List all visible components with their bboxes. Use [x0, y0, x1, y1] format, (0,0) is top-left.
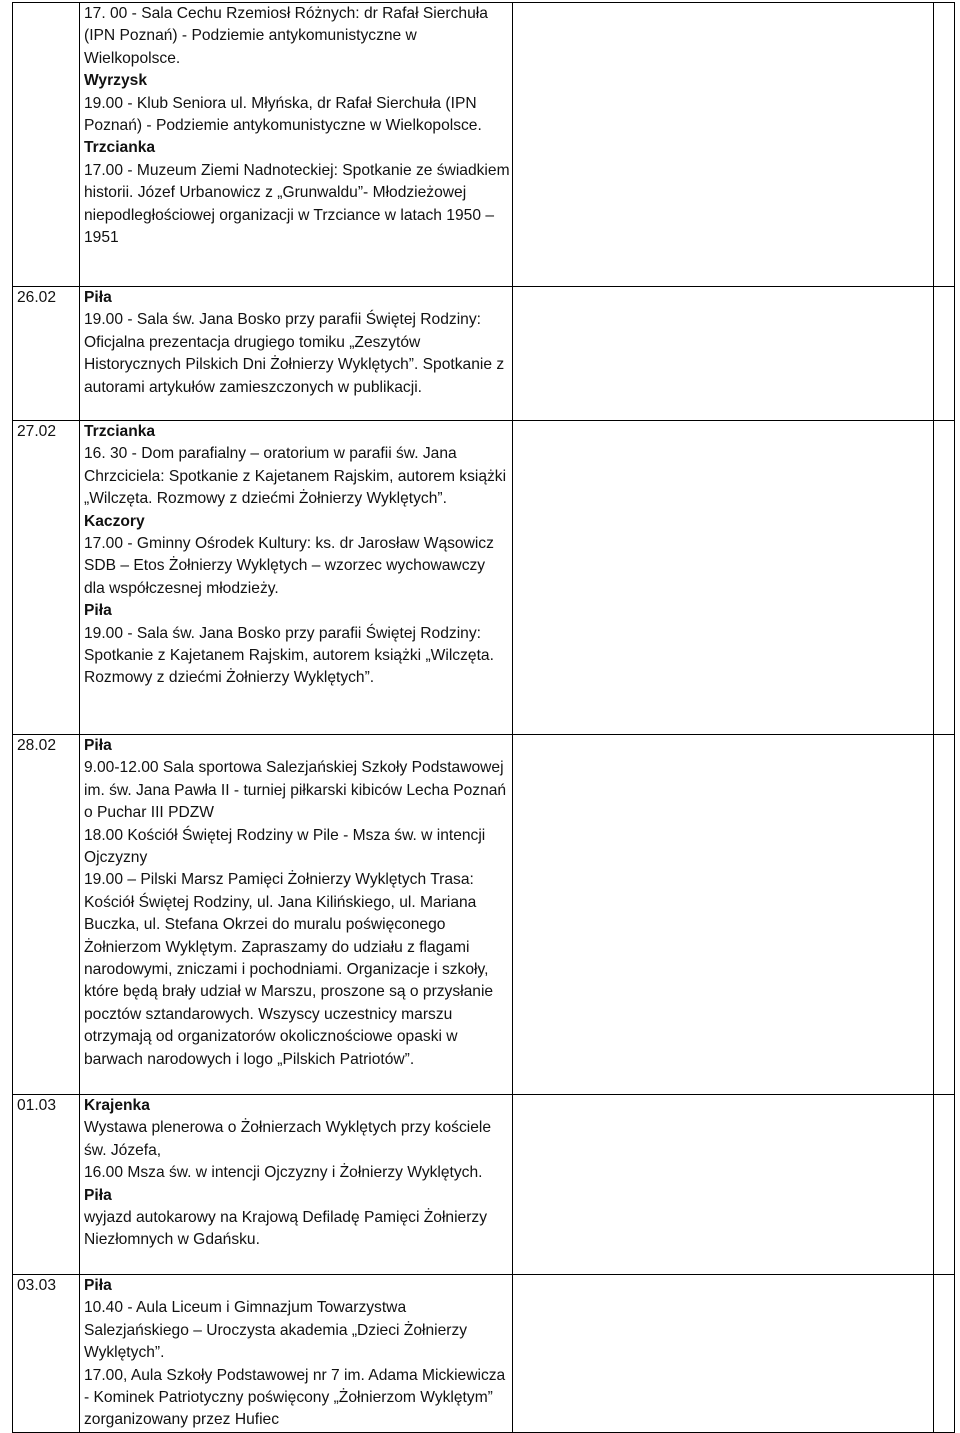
row-date: 01.03 [13, 1095, 80, 1275]
event-place: Kaczory [84, 512, 145, 530]
event-description: 19.00 - Klub Seniora ul. Młyńska, dr Rafał Sierchuła (IPN Poznań) - Podziemie antykomunistyczne w Wielkopolsce. [84, 94, 482, 135]
schedule-table [12, 2, 955, 1433]
empty-narrow-cell [934, 287, 955, 421]
row-content [80, 735, 513, 1095]
empty-cell [513, 1275, 934, 1433]
event-place: Piła [84, 1186, 112, 1204]
event-description: 19.00 – Pilski Marsz Pamięci Żołnierzy Wyklętych Trasa: Kościół Świętej Rodziny, ul. Jana Kilińskiego, ul. Mariana Buczka, ul. Stefana Okrzei do muralu poświęconego Żołnierzom Wyklętym. Zapraszamy do udziału z flagami narodowymi, zniczami i pochodniami. Organizacje i szkoły, które będą brały udział w Marszu, proszone są o przysłanie pocztów sztandarowych. Wszyscy uczestnicy marszu otrzymają od organizatorów okolicznościowe opaski w barwach narodowych i logo „Pilskich Patriotów”. [84, 871, 494, 1068]
schedule-row [13, 287, 955, 421]
event-description: 19.00 - Sala św. Jana Bosko przy parafii Świętej Rodziny: Oficjalna prezentacja drugiego tomiku „Zeszytów Historycznych Pilskich Dni Żołnierzy Wyklętych”. Spotkanie z autorami artykułów zamieszczonych w publikacji. [84, 311, 505, 396]
event-description: 16. 30 - Dom parafialny – oratorium w parafii św. Jana Chrzciciela: Spotkanie z Kajetanem Rajskim, autorem książki „Wilczęta. Rozmowy z dziećmi Żołnierzy Wyklętych”. [84, 445, 507, 508]
empty-cell [513, 287, 934, 421]
empty-cell [513, 421, 934, 735]
event-place: Piła [84, 289, 112, 306]
event-description: 19.00 - Sala św. Jana Bosko przy parafii Świętej Rodziny: Spotkanie z Kajetanem Rajskim, autorem książki „Wilczęta. Rozmowy z dziećmi Żołnierzy Wyklętych”. [84, 624, 494, 687]
event-description: 17. 00 - Sala Cechu Rzemiosł Różnych: dr Rafał Sierchuła (IPN Poznań) - Podziemie antykomunistyczne w Wielkopolsce. [84, 5, 488, 67]
empty-narrow-cell [934, 421, 955, 735]
row-content [80, 3, 513, 287]
event-description: Wystawa plenerowa o Żołnierzach Wyklętych przy kościele św. Józefa, [84, 1119, 492, 1159]
event-place: Trzcianka [84, 423, 156, 440]
event-place: Trzcianka [84, 139, 156, 157]
empty-narrow-cell [934, 1095, 955, 1275]
event-description: 16.00 Msza św. w intencji Ojczyzny i Żołnierzy Wyklętych. [84, 1164, 483, 1182]
row-content [80, 1095, 513, 1275]
row-date: 27.02 [13, 421, 80, 735]
event-description: 17.00, Aula Szkoły Podstawowej nr 7 im. Adama Mickiewicza - Kominek Patriotyczny poświęcony „Żołnierzom Wyklętym” zorganizowany przez Hufiec [84, 1366, 506, 1429]
event-description: 9.00-12.00 Sala sportowa Salezjańskiej Szkoły Podstawowej im. św. Jana Pawła II - turniej piłkarski kibiców Lecha Poznań o Puchar III PDZW [84, 759, 507, 822]
event-description: 17.00 - Muzeum Ziemi Nadnoteckiej: Spotkanie ze świadkiem historii. Józef Urbanowicz z „Grunwaldu”- Młodzieżowej niepodległościowej organizacji w Trzciance w latach 1950 – 1951 [84, 161, 510, 247]
event-description: 17.00 - Gminny Ośrodek Kultury: ks. dr Jarosław Wąsowicz SDB – Etos Żołnierzy Wyklętych – wzorzec wychowawczy dla współczesnej młodzieży. [84, 535, 494, 597]
schedule-row [13, 421, 955, 735]
event-place: Piła [84, 602, 112, 620]
empty-narrow-cell [934, 1275, 955, 1433]
empty-narrow-cell [934, 3, 955, 287]
event-description: 10.40 - Aula Liceum i Gimnazjum Towarzystwa Salezjańskiego – Uroczysta akademia „Dzieci Żołnierzy Wyklętych”. [84, 1299, 468, 1362]
empty-cell [513, 1095, 934, 1275]
empty-cell [513, 3, 934, 287]
schedule-rows [13, 3, 955, 1433]
event-place: Piła [84, 737, 112, 754]
row-date: 28.02 [13, 735, 80, 1095]
row-content [80, 421, 513, 735]
row-date: 26.02 [13, 287, 80, 421]
row-content [80, 287, 513, 421]
row-date: 03.03 [13, 1275, 80, 1433]
event-place: Piła [84, 1277, 112, 1294]
empty-narrow-cell [934, 735, 955, 1095]
schedule-row [13, 1095, 955, 1275]
schedule-row [13, 1275, 955, 1433]
empty-cell [513, 735, 934, 1095]
event-description: 18.00 Kościół Świętej Rodziny w Pile - Msza św. w intencji Ojczyzny [84, 826, 486, 867]
event-description: wyjazd autokarowy na Krajową Defiladę Pamięci Żołnierzy Niezłomnych w Gdańsku. [84, 1209, 488, 1249]
schedule-row [13, 3, 955, 287]
row-content [80, 1275, 513, 1433]
event-place: Krajenka [84, 1097, 150, 1114]
event-place: Wyrzysk [84, 72, 147, 90]
row-date [13, 3, 80, 287]
schedule-row [13, 735, 955, 1095]
